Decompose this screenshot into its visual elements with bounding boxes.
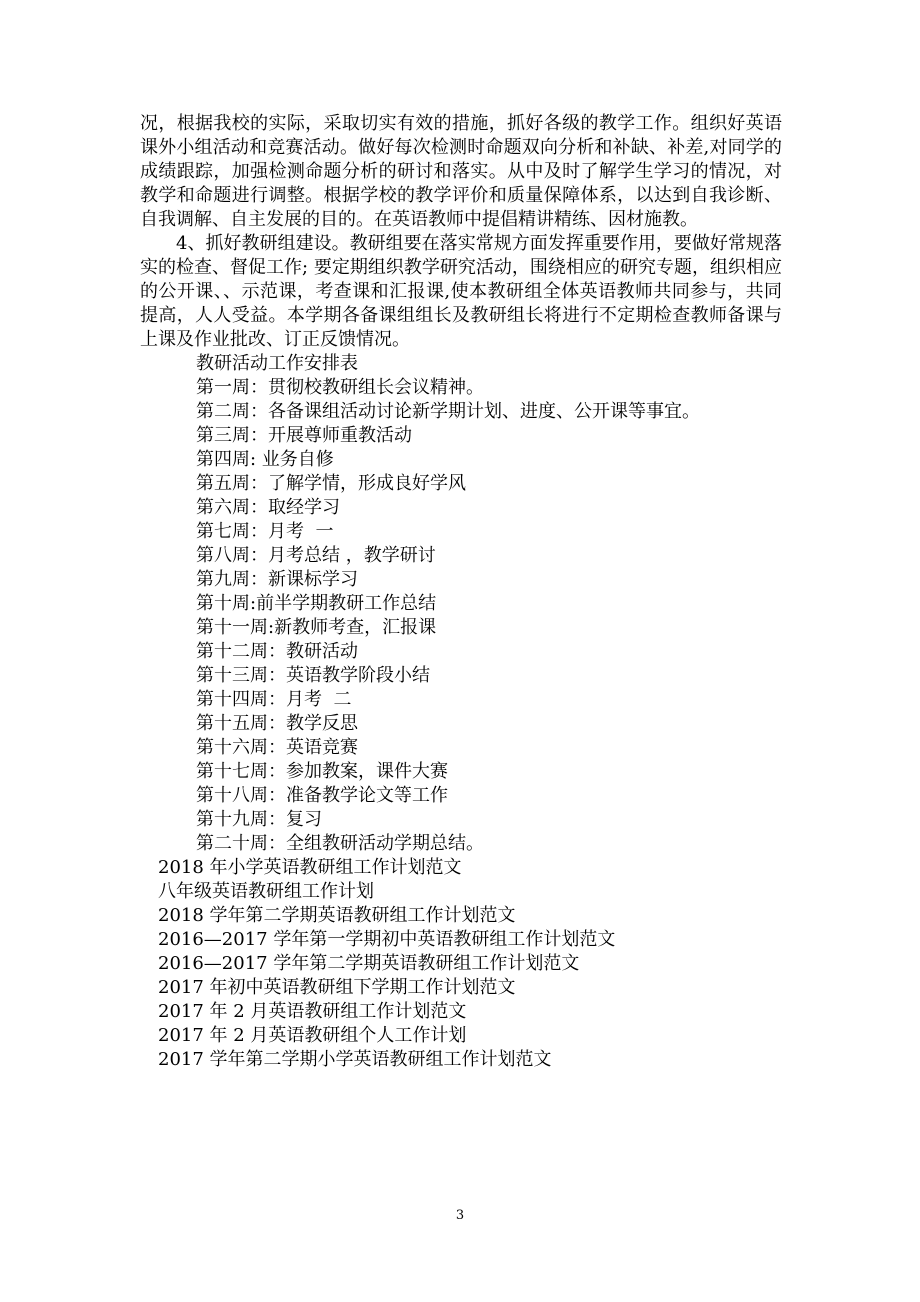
schedule-item: 第十六周：英语竞赛 [196, 737, 358, 758]
schedule-item: 第十八周：准备教学论文等工作 [196, 785, 448, 806]
related-article-link[interactable]: 2017 年初中英语教研组下学期工作计划范文 [158, 977, 516, 998]
schedule-title: 教研活动工作安排表 [196, 353, 358, 374]
related-article-link[interactable]: 2016—2017 学年第一学期初中英语教研组工作计划范文 [158, 929, 616, 950]
related-article-link[interactable]: 2017 年 2 月英语教研组个人工作计划 [158, 1025, 467, 1046]
schedule-item: 第十七周：参加教案，课件大赛 [196, 761, 448, 782]
related-article-link[interactable]: 八年级英语教研组工作计划 [158, 881, 374, 902]
schedule-item: 第十五周：教学反思 [196, 713, 358, 734]
schedule-item: 第八周：月考总结 ，教学研讨 [196, 545, 436, 566]
schedule-item: 第三周：开展尊师重教活动 [196, 425, 412, 446]
schedule-item: 第十四周：月考 二 [196, 689, 352, 710]
schedule-item: 第五周：了解学情，形成良好学风 [196, 473, 466, 494]
related-article-link[interactable]: 2017 年 2 月英语教研组工作计划范文 [158, 1001, 467, 1022]
schedule-item: 第十周:前半学期教研工作总结 [196, 593, 437, 614]
paragraph-research-group: 4、抓好教研组建设。教研组要在落实常规方面发挥重要作用，要做好常规落实的检查、督促工作; 要定期组织教学研究活动，围绕相应的研究专题，组织相应的公开课、、示范课，考查课和汇报课,使本教研组全体英语教师共同参与，共同提高，人人受益。本学期各备课组组长及教研组长将进行不定期检查教师备课与上课及作业批改、订正反馈情况。 [140, 233, 782, 350]
schedule-item: 第四周: 业务自修 [196, 449, 334, 470]
related-article-link[interactable]: 2017 学年第二学期小学英语教研组工作计划范文 [158, 1049, 552, 1070]
related-article-link[interactable]: 2018 学年第二学期英语教研组工作计划范文 [158, 905, 516, 926]
schedule-item: 第六周：取经学习 [196, 497, 340, 518]
schedule-item: 第十三周：英语教学阶段小结 [196, 665, 430, 686]
schedule-item: 第十二周：教研活动 [196, 641, 358, 662]
schedule-item: 第二周：各备课组活动讨论新学期计划、进度、公开课等事宜。 [196, 401, 700, 422]
page-number: 3 [455, 1208, 465, 1223]
schedule-item: 第十九周：复习 [196, 809, 322, 830]
schedule-item: 第一周：贯彻校教研组长会议精神。 [196, 377, 484, 398]
schedule-item: 第二十周：全组教研活动学期总结。 [196, 833, 484, 854]
schedule-item: 第九周：新课标学习 [196, 569, 358, 590]
paragraph-teaching-work: 况，根据我校的实际，采取切实有效的措施，抓好各级的教学工作。组织好英语课外小组活动和竞赛活动。做好每次检测时命题双向分析和补缺、补差,对同学的成绩跟踪，加强检测命题分析的研讨和落实。从中及时了解学生学习的情况，对教学和命题进行调整。根据学校的教学评价和质量保障体系，以达到自我诊断、自我调解、自主发展的目的。在英语教师中提倡精讲精练、因材施教。 [140, 113, 782, 230]
related-article-link[interactable]: 2018 年小学英语教研组工作计划范文 [158, 857, 462, 878]
schedule-list [196, 376, 700, 856]
schedule-item: 第十一周:新教师考查，汇报课 [196, 617, 437, 638]
related-articles-list [158, 856, 615, 1072]
related-article-link[interactable]: 2016—2017 学年第二学期英语教研组工作计划范文 [158, 953, 580, 974]
schedule-item: 第七周：月考 一 [196, 521, 334, 542]
